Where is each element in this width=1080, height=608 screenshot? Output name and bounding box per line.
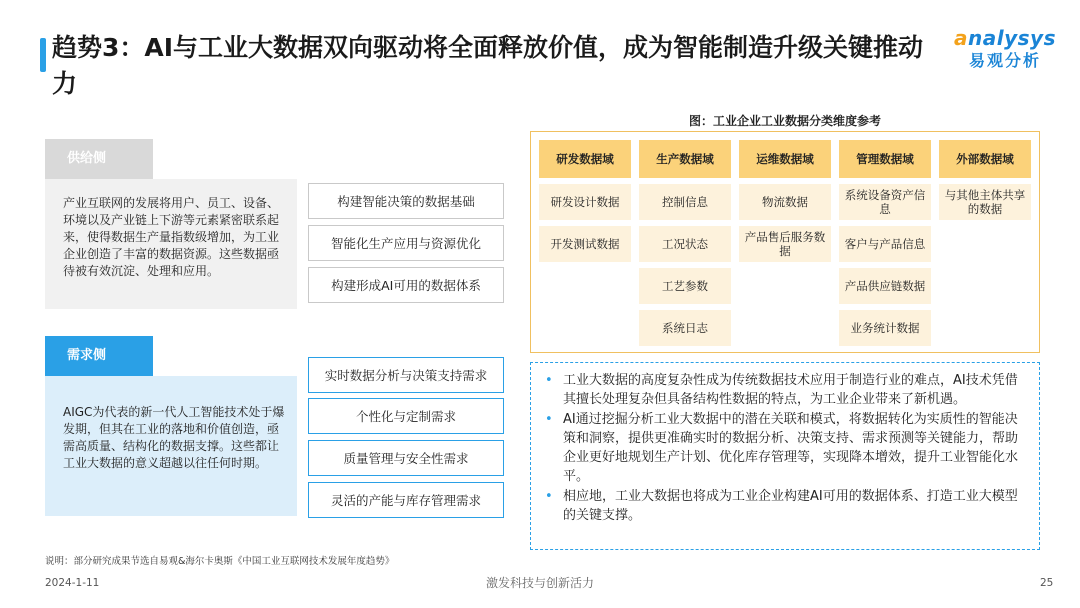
- supply-tag: 供给侧: [45, 139, 153, 179]
- table-cell: 客户与产品信息: [839, 226, 931, 262]
- insight-bullet-3: [541, 487, 1027, 525]
- title-accent-bar: [40, 38, 46, 72]
- logo-english: [950, 26, 1060, 50]
- demand-pill-1: 实时数据分析与决策支持需求: [308, 357, 504, 393]
- table-header-rd: 研发数据域: [539, 140, 631, 178]
- demand-tag: 需求侧: [45, 336, 153, 376]
- page-title: 趋势3：AI与工业大数据双向驱动将全面释放价值，成为智能制造升级关键推动力: [52, 33, 924, 98]
- demand-text: AIGC为代表的新一代人工智能技术处于爆发期，但其在工业的落地和价值创造，亟需高质量、结构化的数据支撑。这些都让工业大数据的意义超越以往任何时期。: [45, 376, 297, 516]
- supply-pill-3: 构建形成AI可用的数据体系: [308, 267, 504, 303]
- supply-pill-1: 构建智能决策的数据基础: [308, 183, 504, 219]
- table-cell: 业务统计数据: [839, 310, 931, 346]
- bullet-dot: •: [545, 373, 553, 388]
- footer-slogan: 激发科技与创新活力: [485, 576, 594, 590]
- table-cell: 与其他主体共享的数据: [939, 184, 1031, 220]
- table-header-production: 生产数据域: [639, 140, 731, 178]
- table-cell: 产品售后服务数据: [739, 226, 831, 262]
- analysys-logo: [950, 26, 1060, 71]
- insight-bullet-1: [541, 371, 1027, 409]
- insight-bullet-2: [541, 410, 1027, 486]
- source-note: 说明：部分研究成果节选自易观&海尔卡奥斯《中国工业互联网技术发展年度趋势》: [45, 556, 395, 567]
- table-cell: 工况状态: [639, 226, 731, 262]
- supply-text: 产业互联网的发展将用户、员工、设备、环境以及产业链上下游等元素紧密联系起来，使得数据生产量指数级增加，为工业企业创造了丰富的数据资源。这些数据亟待被有效沉淀、处理和应用。: [45, 179, 297, 309]
- demand-pill-2: 个性化与定制需求: [308, 398, 504, 434]
- logo-english-rest: nalysys: [968, 26, 1056, 50]
- logo-chinese: 易观分析: [968, 51, 1041, 70]
- logo-english-prefix: a: [954, 26, 968, 50]
- table-cell: 开发测试数据: [539, 226, 631, 262]
- bullet-dot: •: [545, 412, 553, 427]
- table-cell: 控制信息: [639, 184, 731, 220]
- table-cell: 系统日志: [639, 310, 731, 346]
- demand-pill-4: 灵活的产能与库存管理需求: [308, 482, 504, 518]
- bullet-text: 相应地，工业大数据也将成为工业企业构建AI可用的数据体系、打造工业大模型的关键支撑。: [563, 489, 1018, 523]
- page-number: 25: [1040, 577, 1054, 589]
- bullet-text: AI通过挖掘分析工业大数据中的潜在关联和模式，将数据转化为实质性的智能决策和洞察，提供更准确实时的数据分析、决策支持、需求预测等关键能力，帮助企业更好地规划生产计划、优化库存管理等，实现降本增效，提升工业智能化水平。: [563, 412, 1019, 484]
- table-cell: 研发设计数据: [539, 184, 631, 220]
- demand-pill-3: 质量管理与安全性需求: [308, 440, 504, 476]
- table-cell: 工艺参数: [639, 268, 731, 304]
- table-header-external: 外部数据域: [939, 140, 1031, 178]
- supply-pill-2: 智能化生产应用与资源优化: [308, 225, 504, 261]
- figure-caption: 图：工业企业工业数据分类维度参考: [688, 114, 881, 128]
- bullet-text: 工业大数据的高度复杂性成为传统数据技术应用于制造行业的难点，AI技术凭借其擅长处理复杂但具备结构性数据的特点，为工业企业带来了新机遇。: [563, 373, 1018, 407]
- table-cell: 系统设备资产信息: [839, 184, 931, 220]
- table-header-operations: 运维数据域: [739, 140, 831, 178]
- footer-date: 2024-1-11: [45, 577, 100, 589]
- insight-box: [530, 362, 1040, 550]
- table-cell: 产品供应链数据: [839, 268, 931, 304]
- data-category-table: [530, 131, 1040, 353]
- table-header-management: 管理数据域: [839, 140, 931, 178]
- table-cell: 物流数据: [739, 184, 831, 220]
- bullet-dot: •: [545, 489, 553, 504]
